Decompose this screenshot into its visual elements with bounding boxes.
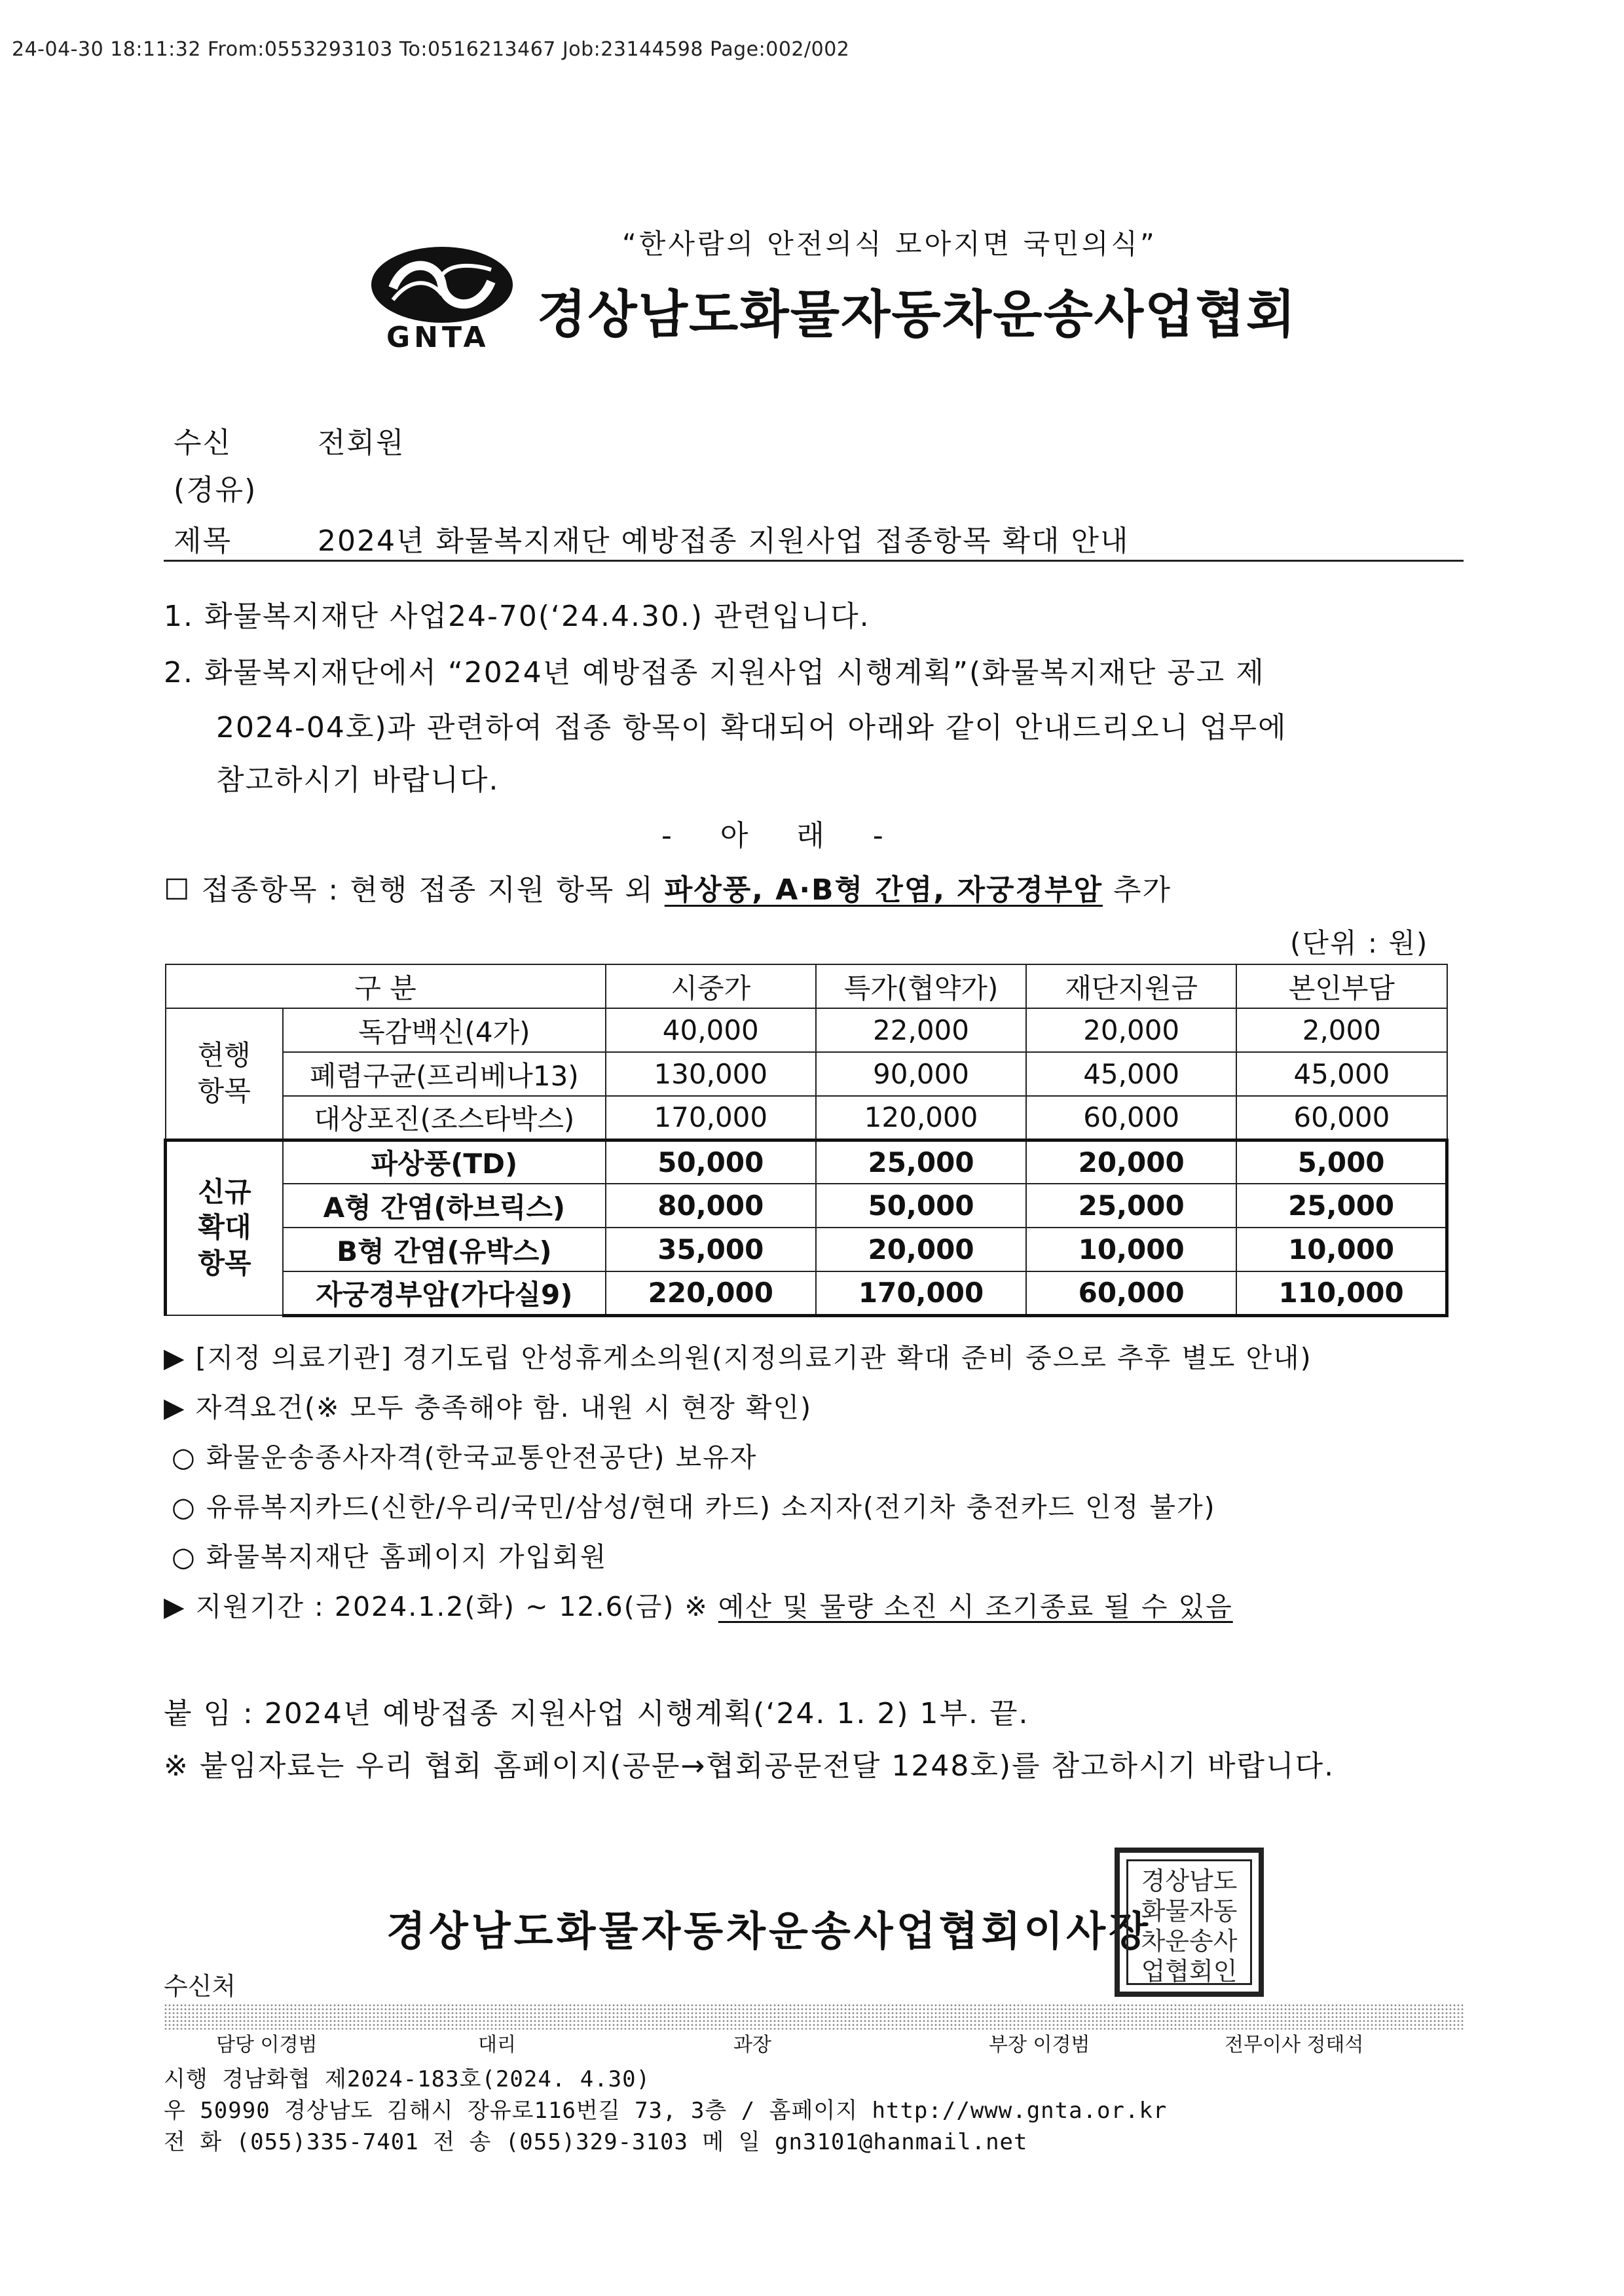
- table-row: [166, 1096, 1447, 1140]
- self-pay: 60,000: [1236, 1096, 1447, 1140]
- footer-enforcement: 시행 경남화협 제2024-183호(2024. 4.30): [164, 2066, 651, 2092]
- requirement-item: ○ 화물운송종사자격(한국교통안전공단) 보유자: [172, 1442, 758, 1473]
- header-contract-price: 특가(협약가): [816, 964, 1026, 1008]
- approval-deputy: 대리: [478, 2033, 516, 2056]
- self-pay: 45,000: [1236, 1052, 1447, 1096]
- items-added: 파상풍, A·B형 간염, 자궁경부암: [664, 873, 1103, 907]
- subject-line: [174, 517, 1129, 559]
- approval-exec: 전무이사 정태석: [1225, 2033, 1364, 2056]
- attachment-line: 붙 임 : 2024년 예방접종 지원사업 시행계획(‘24. 1. 2) 1부. 끝.: [164, 1697, 1029, 1730]
- gnta-logo: [367, 242, 517, 360]
- subject-value: 2024년 화물복지재단 예방접종 지원사업 접종항목 확대 안내: [318, 524, 1130, 558]
- seal-text: 경상남도화물자동차운송사업협회인: [1141, 1867, 1238, 1986]
- market-price: 50,000: [606, 1140, 816, 1184]
- support-period: [164, 1591, 1233, 1622]
- market-price: 170,000: [606, 1096, 816, 1140]
- header-divider: [164, 560, 1464, 562]
- below-heading: - 아 래 -: [661, 819, 903, 852]
- org-title: 경상남도화물자동차운송사업협회: [537, 285, 1297, 344]
- vaccine-name: 폐렴구균(프리베나13): [283, 1052, 606, 1096]
- logo-text: GNTA: [386, 321, 490, 354]
- paragraph-2-line-1: 2. 화물복지재단에서 “2024년 예방접종 지원사업 시행계획”(화물복지재단 공고 제: [164, 656, 1265, 689]
- contract-price: 90,000: [816, 1052, 1026, 1096]
- market-price: 80,000: [606, 1184, 816, 1228]
- official-seal: [1115, 1848, 1264, 1997]
- footer-contact: 전 화 (055)335-7401 전 송 (055)329-3103 메 일 gn3101@hanmail.net: [164, 2129, 1028, 2155]
- vaccine-price-table: [164, 964, 1449, 1317]
- approval-staff: 담당 이경범: [216, 2033, 318, 2056]
- foundation-support: 20,000: [1026, 1140, 1236, 1184]
- market-price: 130,000: [606, 1052, 816, 1096]
- group-current: 현행 항목: [166, 1008, 283, 1140]
- header-category: 구 분: [166, 964, 606, 1008]
- header-market-price: 시중가: [606, 964, 816, 1008]
- approval-section: 과장: [733, 2033, 771, 2056]
- items-suffix: 추가: [1113, 873, 1172, 907]
- self-pay: 10,000: [1236, 1228, 1447, 1271]
- self-pay: 110,000: [1236, 1271, 1447, 1315]
- via-line: [174, 466, 257, 508]
- foundation-support: 10,000: [1026, 1228, 1236, 1271]
- contract-price: 22,000: [816, 1008, 1026, 1052]
- vaccine-name: 독감백신(4가): [283, 1008, 606, 1052]
- table-row: [166, 1271, 1447, 1315]
- foundation-support: 25,000: [1026, 1184, 1236, 1228]
- foundation-support: 45,000: [1026, 1052, 1236, 1096]
- vaccine-name: A형 간염(하브릭스): [283, 1184, 606, 1228]
- requirement-item: ○ 유류복지카드(신한/우리/국민/삼성/현대 카드) 소지자(전기차 충전카드 인정 불가): [172, 1491, 1216, 1523]
- table-row: [166, 1228, 1447, 1271]
- header-self-pay: 본인부담: [1236, 964, 1447, 1008]
- vaccine-name: B형 간염(유박스): [283, 1228, 606, 1271]
- self-pay: 5,000: [1236, 1140, 1447, 1184]
- signature-title: 경상남도화물자동차운송사업협회이사장: [386, 1907, 1152, 1955]
- vaccination-items-line: [164, 873, 1172, 907]
- period-prefix: ▶ 지원기간 : 2024.1.2(화) ~ 12.6(금) ※: [164, 1591, 709, 1622]
- vaccine-name: 자궁경부암(가다실9): [283, 1271, 606, 1315]
- unit-note: (단위 : 원): [1290, 927, 1429, 959]
- period-note: 예산 및 물량 소진 시 조기종료 될 수 있음: [718, 1591, 1233, 1622]
- market-price: 220,000: [606, 1271, 816, 1315]
- market-price: 40,000: [606, 1008, 816, 1052]
- self-pay: 2,000: [1236, 1008, 1447, 1052]
- foundation-support: 20,000: [1026, 1008, 1236, 1052]
- paragraph-1: 1. 화물복지재단 사업24-70(‘24.4.30.) 관련입니다.: [164, 600, 870, 633]
- table-header-row: [166, 964, 1447, 1008]
- recipient-line: [174, 419, 405, 461]
- contract-price: 120,000: [816, 1096, 1026, 1140]
- contract-price: 170,000: [816, 1271, 1026, 1315]
- contract-price: 50,000: [816, 1184, 1026, 1228]
- table-row: [166, 1140, 1447, 1184]
- items-prefix: ☐ 접종항목 : 현행 접종 지원 항목 외: [164, 873, 654, 907]
- approval-line: [164, 2028, 1464, 2056]
- paragraph-2-line-3: 참고하시기 바랍니다.: [216, 763, 500, 797]
- fax-header: 24-04-30 18:11:32 From:0553293103 To:0516213467 Job:23144598 Page:002/002: [12, 38, 850, 61]
- market-price: 35,000: [606, 1228, 816, 1271]
- recipients-label: 수신처: [164, 1972, 236, 2001]
- recipient-value: 전회원: [318, 426, 405, 460]
- subject-label: 제목: [174, 524, 232, 558]
- recipient-label: 수신: [174, 426, 232, 460]
- gnta-logo-mark: [367, 242, 517, 327]
- self-pay: 25,000: [1236, 1184, 1447, 1228]
- table-row: [166, 1008, 1447, 1052]
- vaccine-name: 대상포진(조스타박스): [283, 1096, 606, 1140]
- paragraph-2-line-2: 2024-04호)과 관련하여 접종 항목이 확대되어 아래와 같이 안내드리오니 업무에: [216, 711, 1287, 744]
- requirements-note: ▶ 자격요건(※ 모두 충족해야 함. 내원 시 현장 확인): [164, 1392, 813, 1423]
- foundation-support: 60,000: [1026, 1271, 1236, 1315]
- foundation-support: 60,000: [1026, 1096, 1236, 1140]
- dotted-divider: [164, 2003, 1464, 2030]
- slogan: “한사람의 안전의식 모아지면 국민의식”: [622, 228, 1157, 260]
- table-row: [166, 1184, 1447, 1228]
- vaccine-name: 파상풍(TD): [283, 1140, 606, 1184]
- requirement-item: ○ 화물복지재단 홈페이지 가입회원: [172, 1541, 608, 1573]
- footer-address: 우 50990 경상남도 김해시 장유로116번길 73, 3층 / 홈페이지 http://www.gnta.or.kr: [164, 2098, 1168, 2124]
- approval-dept: 부장 이경범: [989, 2033, 1090, 2056]
- attachment-note: ※ 붙임자료는 우리 협회 홈페이지(공문→협회공문전달 1248호)를 참고하시기 바랍니다.: [164, 1749, 1335, 1783]
- table-row: [166, 1052, 1447, 1096]
- clinic-note: ▶ [지정 의료기관] 경기도립 안성휴게소의원(지정의료기관 확대 준비 중으로 추후 별도 안내): [164, 1342, 1312, 1374]
- contract-price: 25,000: [816, 1140, 1026, 1184]
- group-new: 신규 확대 항목: [166, 1140, 283, 1315]
- contract-price: 20,000: [816, 1228, 1026, 1271]
- via-label: (경유): [174, 473, 257, 507]
- header-foundation-support: 재단지원금: [1026, 964, 1236, 1008]
